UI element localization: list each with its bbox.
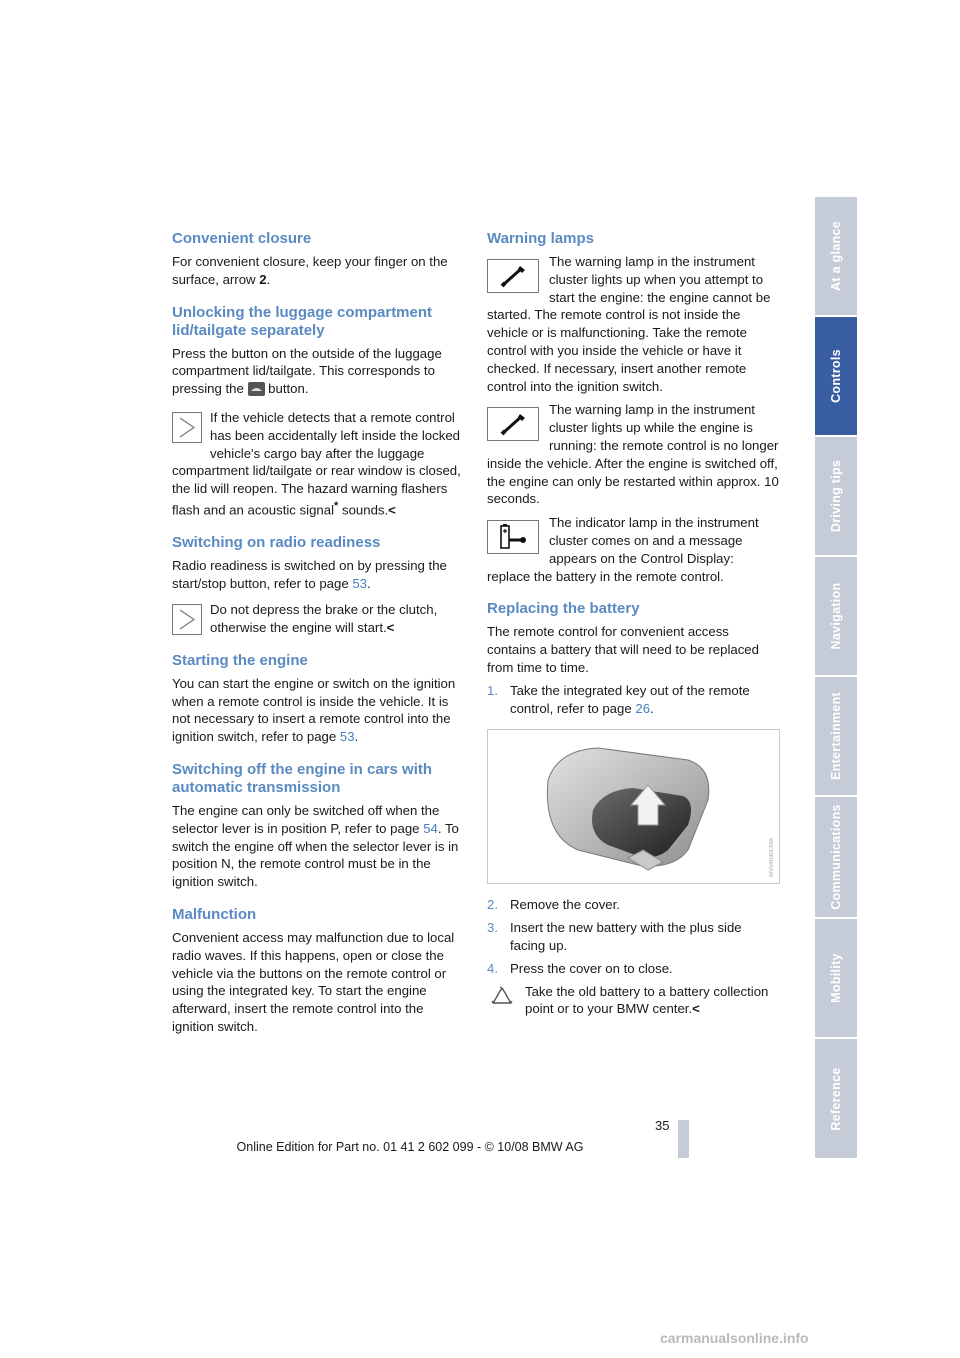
key-warning-lamp-icon — [487, 407, 539, 441]
heading-radio-readiness: Switching on radio readiness — [172, 534, 381, 552]
end-mark: < — [386, 619, 395, 635]
lamp-text: The warning lamp in the instrument cluster lights up while the engine is running: the remote control is no longer inside the vehicle. After the engine is switched off, the engine can only be restarted within approx. 10 seconds. — [487, 402, 779, 507]
heading-convenient-closure: Convenient closure — [172, 230, 312, 247]
text: Remove the cover. — [510, 897, 620, 913]
tab-label: Navigation — [829, 582, 843, 650]
text: . — [650, 700, 654, 716]
heading-warning-lamps: Warning lamps — [487, 230, 594, 247]
chapter-nav — [815, 197, 857, 1160]
heading-replacing-battery: Replacing the battery — [487, 600, 640, 618]
text: . To switch the engine off when the selector lever is in position N, the remote control must be in the ignition switch. — [172, 820, 459, 890]
step-number: 2. — [487, 897, 498, 913]
step-number: 3. — [487, 920, 498, 936]
tab-driving-tips[interactable] — [815, 437, 857, 557]
tab-mobility[interactable] — [815, 919, 857, 1039]
text: The engine can only be switched off when the selector lever is in position P, refer to page — [172, 802, 440, 836]
watermark: carmanualsonline.info — [660, 1330, 809, 1346]
steps-list — [487, 896, 779, 977]
note-arrow-icon — [172, 412, 202, 443]
tab-label: Communications — [829, 804, 843, 910]
text: . — [354, 729, 359, 745]
text: Press the button on the outside of the luggage compartment lid/tailgate. This corresponds to pressing the — [172, 345, 442, 397]
note-text — [172, 409, 464, 519]
list-item — [487, 919, 779, 955]
tab-label: Reference — [829, 1066, 843, 1131]
tab-label: Mobility — [829, 953, 843, 1003]
page-number: 35 — [655, 1118, 670, 1133]
step-number: 1. — [487, 682, 498, 698]
tab-controls[interactable] — [815, 317, 857, 437]
tab-at-a-glance[interactable] — [815, 197, 857, 317]
recycling-icon — [489, 985, 515, 1011]
text: Take the integrated key out of the remote control, refer to page — [510, 682, 750, 716]
paragraph — [172, 345, 464, 401]
note-text — [172, 601, 464, 637]
text: . — [367, 575, 371, 591]
text: Radio readiness is switched on by pressing the start/stop button, refer to page — [172, 558, 447, 591]
battery-key-lamp-icon — [487, 520, 539, 554]
text: button. — [264, 381, 309, 397]
text: Do not depress the brake or the clutch, otherwise the engine will start. — [210, 601, 438, 635]
paragraph — [172, 802, 464, 891]
footer — [0, 1140, 960, 1154]
remote-control-figure — [487, 729, 780, 884]
paragraph — [172, 253, 464, 289]
lamp-block — [487, 514, 779, 585]
end-mark: < — [388, 502, 396, 518]
heading-switching-off-engine: Switching off the engine in cars with automatic transmission — [172, 760, 433, 796]
section-starting-engine — [172, 652, 464, 746]
remote-control-illustration — [488, 730, 781, 885]
paragraph: Convenient access may malfunction due to local radio waves. If this happens, open or close the vehicle via the buttons on the remote control or using the integrated key. To start the engine afterward, insert the remote control into the ignition switch. — [172, 929, 455, 1034]
page-link-26[interactable]: 26 — [635, 700, 651, 716]
lamp-block — [487, 401, 779, 508]
note-block — [172, 601, 464, 637]
right-column — [487, 230, 779, 1033]
lamp-block — [487, 253, 779, 395]
list-item — [487, 960, 779, 978]
section-radio-readiness — [172, 534, 464, 637]
section-unlocking-luggage — [172, 304, 464, 520]
paragraph: The remote control for convenient access contains a battery that will need to be replaced from time to time. — [487, 624, 759, 675]
figure-code: MV04630CMA — [769, 838, 775, 878]
tab-label: Entertainment — [829, 692, 843, 780]
heading-malfunction: Malfunction — [172, 905, 257, 923]
section-replacing-battery — [487, 600, 779, 1018]
steps-list — [487, 682, 779, 718]
section-switching-off-engine — [172, 761, 464, 891]
heading-starting-engine: Starting the engine — [172, 651, 308, 669]
page-link-53[interactable]: 53 — [339, 729, 355, 745]
text: Insert the new battery with the plus side facing up. — [510, 920, 742, 953]
tab-communications[interactable] — [815, 797, 857, 919]
text: For convenient closure, keep your finger on the surface, arrow — [172, 254, 448, 287]
step-number: 4. — [487, 960, 498, 976]
page-link-53[interactable]: 53 — [352, 575, 368, 591]
section-convenient-closure — [172, 230, 464, 289]
section-warning-lamps — [487, 230, 779, 585]
note-block — [487, 983, 779, 1019]
text: You can start the engine or switch on the ignition when a remote control is inside the vehicle. It is not necessary to insert a remote control into the ignition switch, refer to page — [172, 675, 456, 745]
paragraph — [172, 675, 464, 746]
note-arrow-icon — [172, 604, 202, 635]
lamp-text: The indicator lamp in the instrument cluster comes on and a message appears on the Control Display: replace the battery in the remote control. — [487, 515, 759, 584]
section-malfunction — [172, 906, 464, 1036]
tab-label: At a glance — [829, 221, 843, 291]
text: If the vehicle detects that a remote control has been accidentally left inside the locked vehicle's cargo bay after the luggage compartment lid/tailgate or rear window is closed, the lid will reopen. The hazard warning flashers flash and an acoustic signal — [172, 409, 461, 518]
end-mark: < — [692, 1001, 700, 1017]
note-text — [487, 983, 779, 1019]
list-item — [487, 682, 779, 718]
tab-entertainment[interactable] — [815, 677, 857, 797]
text: . — [266, 271, 271, 287]
heading-unlocking-luggage: Unlocking the luggage compartment lid/tailgate separately — [172, 303, 433, 339]
tab-label: Driving tips — [829, 459, 843, 533]
footer-text: Online Edition for Part no. 01 41 2 602 099 - © 10/08 BMW AG — [236, 1140, 584, 1154]
tab-label: Controls — [829, 349, 843, 403]
car-trunk-icon — [248, 382, 265, 401]
key-warning-lamp-icon — [487, 259, 539, 293]
tab-navigation[interactable] — [815, 557, 857, 677]
text: Take the old battery to a battery collection point or to your BMW center. — [525, 983, 769, 1017]
page-link-54[interactable]: 54 — [423, 820, 438, 836]
note-block — [172, 409, 464, 519]
text: Press the cover on to close. — [510, 960, 673, 976]
left-column — [172, 230, 464, 1051]
arrow-number: 2 — [259, 271, 267, 287]
optional-equipment-star: * — [334, 499, 339, 512]
lamp-text: The warning lamp in the instrument cluster lights up when you attempt to start the engine: the engine cannot be started. The remote control is not inside the vehicle or is malfunctioning. Take the remote control with you inside the vehicle or have it checked. If necessary, insert another remote control into the ignition switch. — [487, 254, 771, 394]
text: sounds. — [338, 502, 389, 518]
list-item — [487, 896, 779, 914]
paragraph — [172, 557, 464, 593]
